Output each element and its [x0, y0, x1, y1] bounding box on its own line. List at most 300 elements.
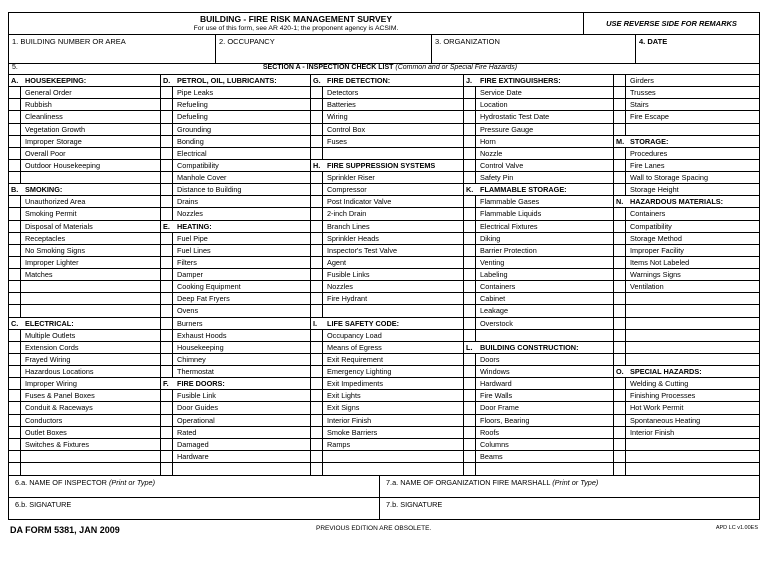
checkbox[interactable] — [9, 87, 21, 98]
checkbox[interactable] — [9, 245, 21, 256]
checkbox[interactable] — [614, 354, 626, 365]
checkbox[interactable] — [614, 75, 626, 86]
checklist-column — [311, 75, 464, 475]
checklist-item — [311, 233, 463, 245]
checkbox[interactable] — [614, 439, 626, 450]
checkbox[interactable] — [9, 427, 21, 438]
checklist-item — [614, 293, 759, 305]
checkbox[interactable] — [9, 160, 21, 171]
checkbox[interactable] — [161, 269, 173, 280]
checkbox[interactable] — [614, 124, 626, 135]
checkbox[interactable] — [614, 415, 626, 426]
inspector-name-note: (Print or Type) — [108, 478, 156, 487]
category-letter: F. — [163, 379, 169, 389]
checklist-item — [161, 172, 310, 184]
checkbox[interactable] — [614, 99, 626, 110]
checklist-item — [161, 451, 310, 463]
checkbox[interactable] — [161, 415, 173, 426]
checkbox[interactable] — [161, 245, 173, 256]
checkbox[interactable] — [161, 196, 173, 207]
checkbox[interactable] — [614, 281, 626, 292]
checklist-item-label: Fire Hydrant — [327, 294, 368, 304]
checklist-item-label: Interior Finish — [327, 415, 372, 425]
checklist-item-label: Cleanliness — [25, 112, 63, 122]
checkbox[interactable] — [464, 148, 476, 159]
checklist-item-label: Pressure Gauge — [480, 124, 534, 134]
checklist-item — [464, 451, 613, 463]
checkbox[interactable] — [464, 172, 476, 183]
checkbox[interactable] — [311, 342, 323, 353]
checklist-item-label: Drains — [177, 197, 199, 207]
checkbox[interactable] — [311, 148, 323, 159]
checkbox[interactable] — [161, 257, 173, 268]
checkbox[interactable] — [464, 463, 476, 475]
category-header — [464, 342, 613, 354]
checkbox[interactable] — [464, 451, 476, 462]
checkbox[interactable] — [9, 136, 21, 147]
checkbox[interactable] — [9, 378, 21, 389]
checkbox[interactable] — [614, 160, 626, 171]
checkbox[interactable] — [9, 111, 21, 122]
occupancy-field[interactable]: 2. OCCUPANCY — [216, 35, 432, 63]
top-fields-row — [9, 35, 759, 64]
checklist-item — [614, 184, 759, 196]
signature-row — [9, 498, 759, 520]
checkbox[interactable] — [311, 257, 323, 268]
category-header — [311, 160, 463, 172]
checkbox[interactable] — [311, 208, 323, 219]
checklist-item-label: Nozzles — [327, 282, 353, 292]
checklist-item — [9, 415, 160, 427]
category-header — [9, 75, 160, 87]
checkbox[interactable] — [161, 184, 173, 195]
checklist-item — [614, 305, 759, 317]
fire-marshall-signature-field[interactable] — [380, 498, 759, 520]
checklist-item-label: Rated — [177, 427, 197, 437]
checkbox[interactable] — [9, 390, 21, 401]
checklist-item — [161, 160, 310, 172]
checklist-item-label: Thermostat — [177, 367, 214, 377]
checkbox[interactable] — [464, 208, 476, 219]
checkbox[interactable] — [161, 330, 173, 341]
checkbox[interactable] — [161, 354, 173, 365]
checkbox[interactable] — [161, 172, 173, 183]
checklist-item — [311, 269, 463, 281]
checkbox[interactable] — [161, 305, 173, 316]
checklist-item — [311, 281, 463, 293]
checkbox[interactable] — [161, 390, 173, 401]
checkbox[interactable] — [311, 305, 323, 316]
checklist-item-label: Manhole Cover — [177, 173, 227, 183]
checklist-item — [9, 208, 160, 220]
checklist-item-label: Hardward — [480, 379, 512, 389]
checklist-item — [161, 427, 310, 439]
category-label: FIRE DOORS: — [177, 379, 225, 389]
checklist-item — [464, 245, 613, 257]
checklist-item — [464, 172, 613, 184]
checkbox[interactable] — [9, 257, 21, 268]
checkbox[interactable] — [614, 233, 626, 244]
checkbox[interactable] — [614, 305, 626, 316]
checklist-item — [311, 124, 463, 136]
checklist-item — [311, 330, 463, 342]
category-header — [311, 75, 463, 87]
checkbox[interactable] — [614, 221, 626, 232]
checkbox[interactable] — [464, 269, 476, 280]
checkbox[interactable] — [614, 245, 626, 256]
remarks-note: USE REVERSE SIDE FOR REMARKS — [583, 13, 759, 34]
checkbox[interactable] — [161, 427, 173, 438]
checklist-item-label: Compressor — [327, 185, 367, 195]
category-label: FLAMMABLE STORAGE: — [480, 185, 567, 195]
checkbox[interactable] — [161, 439, 173, 450]
checklist-item-label: Hazardous Locations — [25, 367, 94, 377]
checkbox[interactable] — [9, 451, 21, 462]
checklist-item-label: Ramps — [327, 439, 351, 449]
checkbox[interactable] — [464, 221, 476, 232]
checkbox[interactable] — [161, 293, 173, 304]
checklist-item — [161, 402, 310, 414]
checkbox[interactable] — [161, 160, 173, 171]
checkbox[interactable] — [311, 330, 323, 341]
checkbox[interactable] — [161, 99, 173, 110]
checkbox[interactable] — [9, 148, 21, 159]
checkbox[interactable] — [614, 184, 626, 195]
checkbox[interactable] — [311, 269, 323, 280]
checkbox[interactable] — [614, 148, 626, 159]
checklist-item-label: Filters — [177, 257, 197, 267]
checklist-item-label: Cabinet — [480, 294, 506, 304]
checkbox[interactable] — [161, 208, 173, 219]
checklist-item — [9, 439, 160, 451]
checkbox[interactable] — [311, 451, 323, 462]
checkbox[interactable] — [614, 172, 626, 183]
checkbox[interactable] — [311, 366, 323, 377]
checkbox[interactable] — [9, 124, 21, 135]
checkbox[interactable] — [464, 318, 476, 329]
checkbox[interactable] — [9, 463, 21, 475]
checklist-item-label: Overstock — [480, 318, 513, 328]
checkbox[interactable] — [464, 402, 476, 413]
checkbox[interactable] — [161, 451, 173, 462]
checkbox[interactable] — [311, 354, 323, 365]
checkbox[interactable] — [9, 233, 21, 244]
checkbox[interactable] — [311, 196, 323, 207]
checkbox[interactable] — [161, 281, 173, 292]
category-title — [161, 222, 212, 231]
checklist-item — [311, 196, 463, 208]
checkbox[interactable] — [464, 293, 476, 304]
checklist-item-label: Door Guides — [177, 403, 218, 413]
category-letter: A. — [11, 76, 19, 86]
checklist-item — [614, 354, 759, 366]
category-title — [614, 367, 702, 376]
checklist-item-label: Exhaust Hoods — [177, 330, 227, 340]
category-letter: K. — [466, 185, 474, 195]
checklist-item — [9, 402, 160, 414]
category-label: FIRE DETECTION: — [327, 76, 391, 86]
checklist-item — [464, 390, 613, 402]
checklist-item — [464, 196, 613, 208]
category-title — [9, 319, 74, 328]
checklist-item — [614, 390, 759, 402]
checklist-item-label: Compatibility — [630, 221, 672, 231]
checkbox[interactable] — [464, 390, 476, 401]
checkbox[interactable] — [311, 111, 323, 122]
checklist-item — [614, 281, 759, 293]
checkbox[interactable] — [464, 99, 476, 110]
checkbox[interactable] — [9, 342, 21, 353]
checklist-item — [464, 87, 613, 99]
checkbox[interactable] — [9, 415, 21, 426]
checkbox[interactable] — [614, 330, 626, 341]
checkbox[interactable] — [311, 390, 323, 401]
checkbox[interactable] — [614, 463, 626, 475]
checklist-item — [311, 463, 463, 475]
checklist-item-label: Frayed Wiring — [25, 354, 71, 364]
checklist-item-label: Location — [480, 100, 508, 110]
checkbox[interactable] — [464, 439, 476, 450]
checklist-item-label: Unauthorized Area — [25, 197, 86, 207]
checkbox[interactable] — [311, 463, 323, 475]
checklist-item-label: Ventilation — [630, 282, 664, 292]
inspector-name-field[interactable] — [9, 476, 380, 497]
checkbox[interactable] — [311, 136, 323, 147]
checkbox[interactable] — [464, 354, 476, 365]
checkbox[interactable] — [614, 318, 626, 329]
checklist-item-label: Bonding — [177, 136, 204, 146]
checkbox[interactable] — [614, 87, 626, 98]
checkbox[interactable] — [161, 402, 173, 413]
checkbox[interactable] — [614, 111, 626, 122]
checkbox[interactable] — [614, 293, 626, 304]
checkbox[interactable] — [464, 245, 476, 256]
checklist-item — [311, 451, 463, 463]
checklist-item — [311, 111, 463, 123]
checkbox[interactable] — [311, 293, 323, 304]
checkbox[interactable] — [9, 293, 21, 304]
checkbox[interactable] — [311, 172, 323, 183]
checkbox[interactable] — [464, 136, 476, 147]
checkbox[interactable] — [464, 427, 476, 438]
checkbox[interactable] — [9, 402, 21, 413]
category-title — [464, 343, 579, 352]
checkbox[interactable] — [311, 427, 323, 438]
organization-field[interactable]: 3. ORGANIZATION — [432, 35, 636, 63]
checklist-item-label: Stairs — [630, 100, 649, 110]
checkbox[interactable] — [9, 221, 21, 232]
checkbox[interactable] — [311, 221, 323, 232]
checkbox[interactable] — [614, 451, 626, 462]
checkbox[interactable] — [464, 366, 476, 377]
checkbox[interactable] — [161, 136, 173, 147]
section-title-block — [21, 64, 759, 74]
checklist-item — [9, 269, 160, 281]
checklist-item-label: Floors, Bearing — [480, 415, 530, 425]
checklist-item-label: Sprinkler Riser — [327, 173, 375, 183]
checklist-item-label: Extension Cords — [25, 342, 79, 352]
checkbox[interactable] — [614, 208, 626, 219]
checkbox[interactable] — [464, 160, 476, 171]
checklist-item — [614, 124, 759, 136]
checkbox[interactable] — [311, 99, 323, 110]
checklist-item — [9, 245, 160, 257]
category-letter: L. — [466, 342, 473, 352]
checklist-item-label: Horn — [480, 136, 496, 146]
checkbox[interactable] — [464, 415, 476, 426]
checklist-item — [311, 245, 463, 257]
checklist-item — [161, 318, 310, 330]
checkbox[interactable] — [9, 366, 21, 377]
checkbox[interactable] — [161, 87, 173, 98]
checklist-item-label: Fire Lanes — [630, 160, 665, 170]
checkbox[interactable] — [614, 378, 626, 389]
checklist-item-label: Fusible Link — [177, 391, 216, 401]
checkbox[interactable] — [161, 366, 173, 377]
checkbox[interactable] — [9, 99, 21, 110]
checklist-item-label: Improper Wiring — [25, 379, 77, 389]
checkbox[interactable] — [311, 87, 323, 98]
category-header — [614, 196, 759, 208]
category-letter: O. — [616, 367, 624, 377]
checkbox[interactable] — [464, 124, 476, 135]
checklist-item-label: Fire Escape — [630, 112, 669, 122]
checklist-item-label: Means of Egress — [327, 342, 382, 352]
checkbox[interactable] — [464, 233, 476, 244]
checklist-item — [614, 378, 759, 390]
checklist-item-label: Cooking Equipment — [177, 282, 241, 292]
checklist-item — [464, 160, 613, 172]
checklist-item — [311, 390, 463, 402]
checkbox[interactable] — [9, 208, 21, 219]
checklist-item — [9, 451, 160, 463]
checkbox[interactable] — [9, 196, 21, 207]
checkbox[interactable] — [9, 305, 21, 316]
checklist-item-label: Refueling — [177, 100, 208, 110]
checklist-item — [464, 281, 613, 293]
checklist-item — [311, 208, 463, 220]
checkbox[interactable] — [9, 439, 21, 450]
checklist-item-label: Compatibility — [177, 160, 219, 170]
checklist-item — [161, 99, 310, 111]
checklist-item — [9, 366, 160, 378]
checkbox[interactable] — [311, 233, 323, 244]
checkbox[interactable] — [311, 415, 323, 426]
checkbox[interactable] — [9, 281, 21, 292]
checklist-item-label: Distance to Building — [177, 185, 242, 195]
checkbox[interactable] — [464, 257, 476, 268]
form-title-block — [9, 13, 583, 34]
checkbox[interactable] — [9, 269, 21, 280]
checkbox[interactable] — [464, 111, 476, 122]
checklist-item — [161, 208, 310, 220]
date-field[interactable]: 4. DATE — [639, 37, 668, 46]
checklist-item — [464, 354, 613, 366]
checklist-item — [464, 136, 613, 148]
checklist-item-label: Labeling — [480, 270, 508, 280]
checkbox[interactable] — [161, 148, 173, 159]
checkbox[interactable] — [464, 196, 476, 207]
category-letter: I. — [313, 318, 318, 328]
checklist-item — [161, 415, 310, 427]
checkbox[interactable] — [161, 124, 173, 135]
inspection-checklist — [9, 75, 759, 476]
checklist-item — [161, 196, 310, 208]
checkbox[interactable] — [9, 172, 21, 183]
checkbox[interactable] — [464, 305, 476, 316]
category-label: STORAGE: — [630, 136, 669, 146]
checkbox[interactable] — [9, 354, 21, 365]
category-letter: G. — [313, 76, 321, 86]
checkbox[interactable] — [614, 402, 626, 413]
checkbox[interactable] — [464, 87, 476, 98]
category-label: LIFE SAFETY CODE: — [327, 318, 400, 328]
checklist-item — [9, 390, 160, 402]
checklist-item — [161, 136, 310, 148]
checklist-item-label: Switches & Fixtures — [25, 439, 90, 449]
checklist-item-label: Multiple Outlets — [25, 330, 76, 340]
inspector-signature-field[interactable] — [9, 498, 380, 520]
checklist-item-label: Branch Lines — [327, 221, 370, 231]
category-label: FIRE SUPPRESSION SYSTEMS — [327, 160, 436, 170]
category-label: BUILDING CONSTRUCTION: — [480, 342, 579, 352]
checkbox[interactable] — [311, 281, 323, 292]
checklist-item-label: Control Box — [327, 124, 366, 134]
checklist-item — [311, 221, 463, 233]
checkbox[interactable] — [614, 269, 626, 280]
checkbox[interactable] — [614, 257, 626, 268]
checkbox[interactable] — [161, 233, 173, 244]
checkbox[interactable] — [311, 184, 323, 195]
checklist-item-label: Exit Lights — [327, 391, 361, 401]
checkbox[interactable] — [9, 330, 21, 341]
fire-marshall-name-field[interactable] — [380, 476, 759, 497]
checkbox[interactable] — [161, 463, 173, 475]
checklist-item — [161, 366, 310, 378]
checklist-item — [311, 305, 463, 317]
checklist-item-label: Exit Requirement — [327, 354, 383, 364]
checkbox[interactable] — [311, 402, 323, 413]
category-header — [161, 75, 310, 87]
checklist-item — [9, 233, 160, 245]
checkbox[interactable] — [614, 342, 626, 353]
checklist-item-label: Damaged — [177, 439, 209, 449]
checkbox[interactable] — [464, 330, 476, 341]
form-title: BUILDING - FIRE RISK MANAGEMENT SURVEY — [199, 14, 393, 24]
checkbox[interactable] — [161, 318, 173, 329]
checkbox[interactable] — [614, 427, 626, 438]
checklist-item-label: Barrier Protection — [480, 245, 537, 255]
checkbox[interactable] — [464, 378, 476, 389]
checkbox[interactable] — [311, 439, 323, 450]
checklist-item-label: Hydrostatic Test Date — [480, 112, 550, 122]
checkbox[interactable] — [161, 342, 173, 353]
name-row — [9, 476, 759, 498]
checklist-item — [161, 390, 310, 402]
checklist-item-label: Storage Height — [630, 185, 679, 195]
checkbox[interactable] — [311, 378, 323, 389]
checkbox[interactable] — [614, 390, 626, 401]
checklist-item — [9, 221, 160, 233]
section-subtitle: (Common and or Special Fire Hazards) — [395, 64, 518, 71]
checkbox[interactable] — [311, 245, 323, 256]
checkbox[interactable] — [464, 281, 476, 292]
previous-edition-note: PREVIOUS EDITION ARE OBSOLETE. — [316, 525, 432, 532]
building-number-field[interactable]: 1. BUILDING NUMBER OR AREA — [9, 35, 216, 63]
checkbox[interactable] — [161, 111, 173, 122]
checklist-item — [161, 330, 310, 342]
checkbox[interactable] — [311, 124, 323, 135]
